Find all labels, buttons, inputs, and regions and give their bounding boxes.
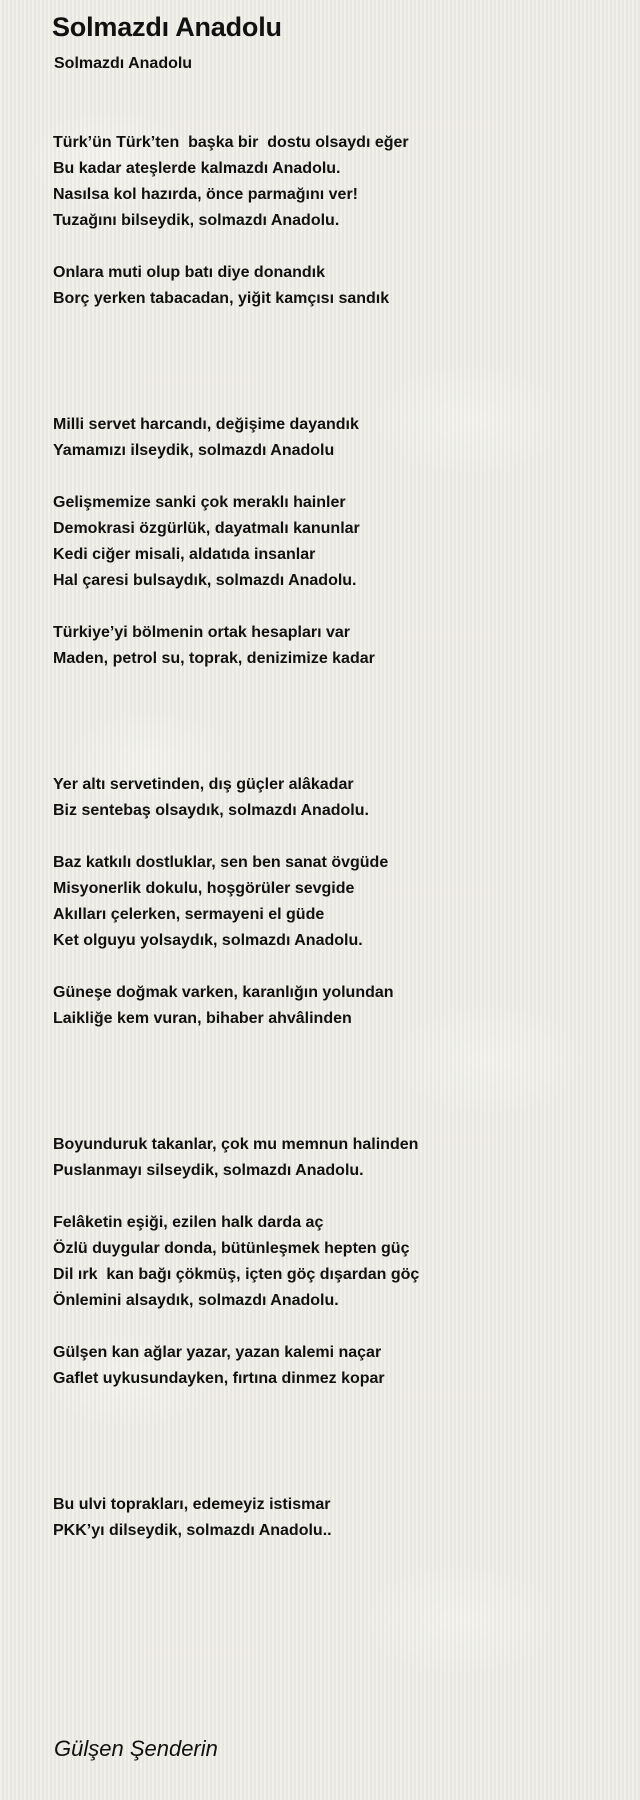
poem-line: Borç yerken tabacadan, yiğit kamçısı sandık xyxy=(53,290,390,307)
stanza xyxy=(53,490,613,594)
poem-line: Onlara muti olup batı diye donandık xyxy=(53,264,326,281)
poem-line: Nasılsa kol hazırda, önce parmağını ver! xyxy=(53,186,358,203)
stanza-gap xyxy=(53,312,613,412)
poem-line: Ket olguyu yolsaydık, solmazdı Anadolu. xyxy=(53,932,363,949)
poem-line: Demokrasi özgürlük, dayatmalı kanunlar xyxy=(53,520,360,537)
poem-line: Türk’ün Türk’ten başka bir dostu olsaydı eğer xyxy=(53,134,409,151)
poem-line: Hal çaresi bulsaydık, solmazdı Anadolu. xyxy=(53,572,357,589)
stanza xyxy=(53,772,613,824)
stanza xyxy=(53,1210,613,1314)
stanza-gap xyxy=(53,1314,613,1340)
poem-line: Güneşe doğmak varken, karanlığın yolundan xyxy=(53,984,394,1001)
stanza xyxy=(53,1340,613,1392)
poem-line: Gülşen kan ağlar yazar, yazan kalemi naçar xyxy=(53,1344,382,1361)
poem-line: Felâketin eşiği, ezilen halk darda aç xyxy=(53,1214,324,1231)
poem-line: Baz katkılı dostluklar, sen ben sanat övgüde xyxy=(53,854,389,871)
poem-line: Boyunduruk takanlar, çok mu memnun halinden xyxy=(53,1136,419,1153)
page-subtitle: Solmazdı Anadolu xyxy=(54,55,193,72)
poem-line: Akılları çelerken, sermayeni el güde xyxy=(53,906,325,923)
stanza xyxy=(53,130,613,234)
poem-line: Bu ulvi toprakları, edemeyiz istismar xyxy=(53,1496,331,1513)
poem-line: Türkiye’yi bölmenin ortak hesapları var xyxy=(53,624,350,641)
poem-line: Dil ırk kan bağı çökmüş, içten göç dışardan göç xyxy=(53,1266,420,1283)
poem-line: Yamamızı ilseydik, solmazdı Anadolu xyxy=(53,442,335,459)
stanza-gap xyxy=(53,1184,613,1210)
stanza-gap xyxy=(53,1032,613,1132)
poem-line: PKK’yı dilseydik, solmazdı Anadolu.. xyxy=(53,1522,332,1539)
poem-line: Önlemini alsaydık, solmazdı Anadolu. xyxy=(53,1292,339,1309)
poem-line: Gaflet uykusundayken, fırtına dinmez kopar xyxy=(53,1370,385,1387)
poem-line: Maden, petrol su, toprak, denizimize kadar xyxy=(53,650,375,667)
stanza xyxy=(53,412,613,464)
stanza-gap xyxy=(53,234,613,260)
poem-line: Özlü duygular donda, bütünleşmek hepten güç xyxy=(53,1240,410,1257)
poem-line: Tuzağını bilseydik, solmazdı Anadolu. xyxy=(53,212,340,229)
stanza-gap xyxy=(53,464,613,490)
stanza xyxy=(53,1132,613,1184)
poem-line: Yer altı servetinden, dış güçler alâkadar xyxy=(53,776,354,793)
poem-line: Kedi ciğer misali, aldatıda insanlar xyxy=(53,546,316,563)
stanza xyxy=(53,980,613,1032)
stanza-gap xyxy=(53,672,613,772)
page-title: Solmazdı Anadolu xyxy=(52,12,282,42)
stanza xyxy=(53,850,613,954)
poem-line: Puslanmayı silseydik, solmazdı Anadolu. xyxy=(53,1162,364,1179)
author-signature: Gülşen Şenderin xyxy=(54,1736,218,1761)
poem-line: Biz sentebaş olsaydık, solmazdı Anadolu. xyxy=(53,802,369,819)
poem-line: Gelişmemize sanki çok meraklı hainler xyxy=(53,494,346,511)
stanza xyxy=(53,1492,613,1544)
stanza-gap xyxy=(53,824,613,850)
stanza-gap xyxy=(53,954,613,980)
stanza xyxy=(53,620,613,672)
poem-line: Milli servet harcandı, değişime dayandık xyxy=(53,416,359,433)
stanza xyxy=(53,260,613,312)
poem-line: Misyonerlik dokulu, hoşgörüler sevgide xyxy=(53,880,355,897)
poem-line: Bu kadar ateşlerde kalmazdı Anadolu. xyxy=(53,160,341,177)
stanza-gap xyxy=(53,594,613,620)
poem-body xyxy=(53,130,613,1544)
stanza-gap xyxy=(53,1392,613,1492)
poem-line: Laikliğe kem vuran, bihaber ahvâlinden xyxy=(53,1010,352,1027)
